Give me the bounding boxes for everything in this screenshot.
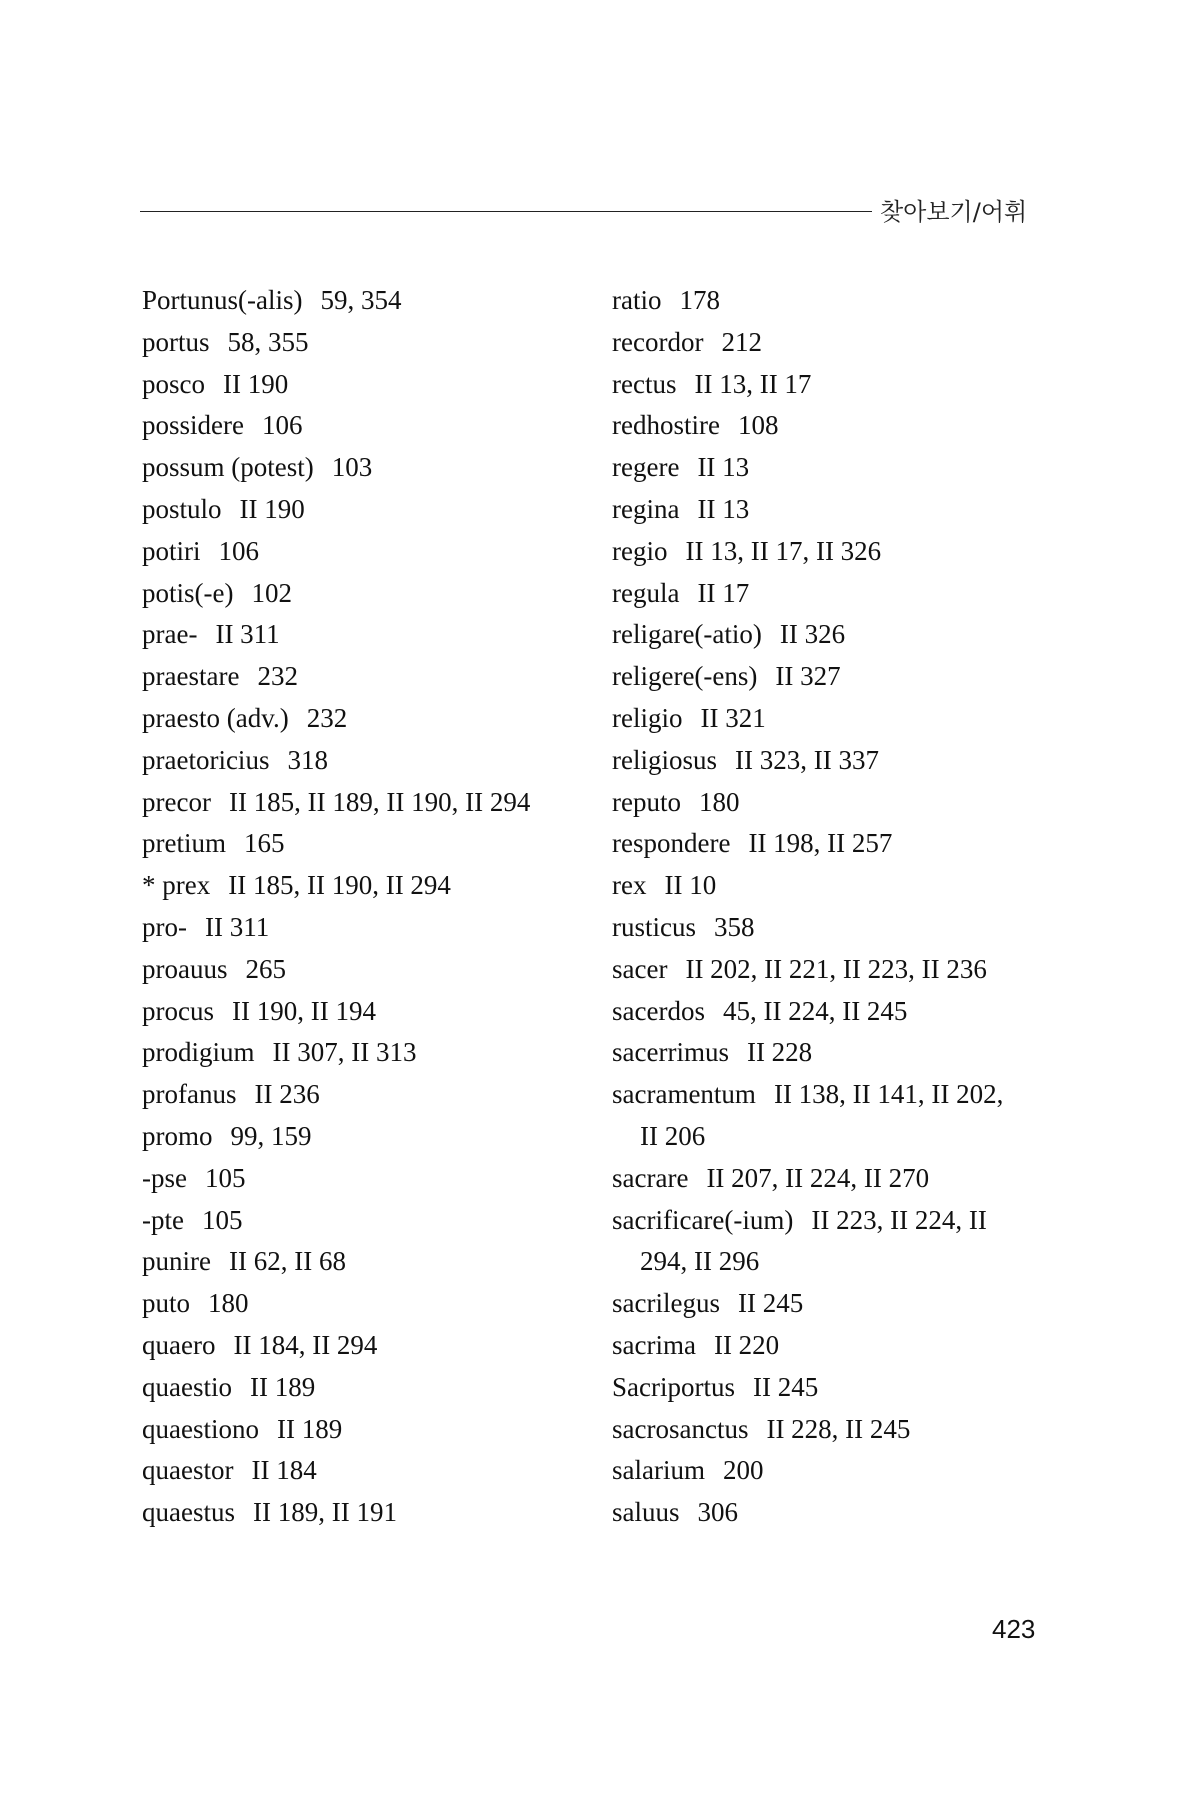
- header-rule: [140, 211, 872, 212]
- index-page-refs: II 189: [276, 1413, 343, 1444]
- index-page-refs: II 13, II 17: [694, 368, 812, 399]
- index-term: religiosus: [612, 744, 717, 775]
- index-entry: [142, 656, 582, 698]
- index-page-refs: II 13, II 17, II 326: [685, 535, 882, 566]
- index-entry: [612, 1367, 1072, 1409]
- index-entry: [142, 1325, 582, 1367]
- index-term: pretium: [142, 828, 226, 859]
- index-page-refs: 108: [737, 410, 779, 441]
- index-entry: [612, 907, 1072, 949]
- index-entry: [142, 405, 582, 447]
- index-page-refs: 103: [331, 452, 373, 483]
- index-page-refs: II 228: [746, 1037, 813, 1068]
- index-entry: [142, 531, 582, 573]
- index-term: reputo: [612, 786, 681, 817]
- index-term: religare(-atio): [612, 619, 762, 650]
- index-term: sacrima: [612, 1329, 696, 1360]
- index-term: portus: [142, 326, 210, 357]
- index-term: pro-: [142, 911, 187, 942]
- index-page-refs: 58, 355: [227, 326, 309, 357]
- index-page-refs: 306: [697, 1497, 738, 1528]
- index-page-refs: II 311: [204, 911, 270, 942]
- index-page-refs: II 311: [215, 619, 280, 650]
- index-entry: [612, 1283, 1072, 1325]
- index-entry: [142, 1367, 582, 1409]
- index-entry: [612, 991, 1072, 1033]
- index-entry: [142, 447, 582, 489]
- index-page-refs: 318: [287, 744, 328, 775]
- index-term: promo: [142, 1120, 213, 1151]
- index-page-refs: II 223, II 224, II: [811, 1204, 987, 1235]
- index-term: recordor: [612, 326, 704, 357]
- index-entry: [142, 1032, 582, 1074]
- index-term: redhostire: [612, 410, 720, 441]
- index-entry: [142, 991, 582, 1033]
- index-page-refs: II 245: [752, 1371, 819, 1402]
- index-entry-continuation: [612, 1116, 1072, 1158]
- index-entry: [142, 907, 582, 949]
- index-page-refs: II 185, II 190, II 294: [228, 870, 451, 901]
- index-term: praetoricius: [142, 744, 270, 775]
- index-term: Portunus(-alis): [142, 285, 303, 315]
- index-term: respondere: [612, 828, 731, 859]
- index-entry: [142, 740, 582, 782]
- index-entry: [142, 614, 582, 656]
- index-page-refs: 358: [714, 911, 755, 942]
- index-page-refs: 105: [204, 1162, 246, 1193]
- index-entry: [142, 823, 582, 865]
- index-page-refs: 180: [208, 1288, 249, 1319]
- index-term: prodigium: [142, 1037, 255, 1068]
- index-page-refs: 59, 354: [320, 285, 402, 315]
- index-entry-continuation: [612, 1241, 1072, 1283]
- index-term: quaestor: [142, 1455, 234, 1486]
- index-page-refs: II 184: [251, 1455, 317, 1486]
- index-entry: [142, 1450, 582, 1492]
- index-page-refs: II 138, II 141, II 202,: [773, 1079, 1004, 1110]
- index-entry: [612, 949, 1072, 991]
- index-entry: [142, 865, 582, 907]
- index-term: rectus: [612, 368, 677, 399]
- index-term: saluus: [612, 1497, 680, 1528]
- index-term: sacer: [612, 953, 668, 984]
- index-page-refs: II 321: [700, 702, 766, 733]
- index-term: possum (potest): [142, 452, 314, 483]
- index-entry: [612, 1074, 1072, 1116]
- index-page-refs: II 189: [249, 1371, 316, 1402]
- index-entry: [142, 1409, 582, 1451]
- index-page-refs: 106: [218, 535, 259, 566]
- index-entry: [142, 280, 582, 322]
- index-term: quaestiono: [142, 1413, 259, 1444]
- index-page-refs: II 307, II 313: [272, 1037, 417, 1068]
- index-page-refs: II 202, II 221, II 223, II 236: [685, 953, 987, 984]
- index-term: sacrilegus: [612, 1288, 720, 1319]
- index-term: quaestus: [142, 1497, 235, 1528]
- index-term: profanus: [142, 1079, 237, 1110]
- index-page-refs: II 13: [697, 493, 750, 524]
- index-entry: [142, 1116, 582, 1158]
- index-page-refs: 99, 159: [230, 1120, 312, 1151]
- index-entry: [612, 405, 1072, 447]
- index-page-refs: 102: [251, 577, 292, 608]
- index-entry: [142, 322, 582, 364]
- index-page-refs: II 185, II 189, II 190, II 294: [228, 786, 531, 817]
- index-term: quaestio: [142, 1371, 232, 1402]
- index-term: rex: [612, 870, 647, 901]
- index-page-refs: 178: [679, 285, 720, 315]
- index-page-refs: II 184, II 294: [233, 1329, 378, 1360]
- index-entry: [612, 1158, 1072, 1200]
- index-term: proauus: [142, 953, 228, 984]
- index-term: Sacriportus: [612, 1371, 735, 1402]
- index-term: puto: [142, 1288, 191, 1319]
- index-entry: [612, 280, 1072, 322]
- index-entry: [142, 949, 582, 991]
- index-term: procus: [142, 995, 214, 1026]
- index-entry: [612, 740, 1072, 782]
- index-page-refs: II 17: [697, 577, 750, 608]
- index-page-refs: II 13: [697, 452, 750, 483]
- index-term: sacerdos: [612, 995, 705, 1026]
- index-page-refs: 294, II 296: [640, 1246, 760, 1277]
- index-term: sacrosanctus: [612, 1413, 749, 1444]
- index-term: praestare: [142, 661, 240, 692]
- index-term: -pse: [142, 1162, 187, 1193]
- index-page-refs: II 220: [713, 1329, 780, 1360]
- index-term: regina: [612, 493, 680, 524]
- index-term: sacerrimus: [612, 1037, 729, 1068]
- index-entry: [612, 447, 1072, 489]
- index-page-refs: 212: [721, 326, 762, 357]
- index-entry: [142, 573, 582, 615]
- index-page-refs: 200: [722, 1455, 764, 1486]
- index-page-refs: II 323, II 337: [735, 744, 879, 775]
- index-entry: [612, 865, 1072, 907]
- index-entry: [612, 489, 1072, 531]
- index-page-refs: 165: [243, 828, 285, 859]
- index-term: precor: [142, 786, 211, 817]
- index-entry: [142, 1283, 582, 1325]
- index-term: salarium: [612, 1455, 705, 1486]
- index-term: posco: [142, 368, 205, 399]
- index-term: potis(-e): [142, 577, 234, 608]
- index-entry: [612, 1325, 1072, 1367]
- index-page-refs: 45, II 224, II 245: [722, 995, 908, 1026]
- index-entry: [142, 1074, 582, 1116]
- index-term: sacramentum: [612, 1079, 756, 1110]
- index-entry: [612, 364, 1072, 406]
- index-entry: [612, 573, 1072, 615]
- index-term: possidere: [142, 410, 244, 441]
- index-page-refs: II 189, II 191: [252, 1497, 397, 1528]
- index-page-refs: 180: [698, 786, 740, 817]
- index-entry: [142, 489, 582, 531]
- index-term: -pte: [142, 1204, 184, 1235]
- index-page-refs: II 190: [239, 493, 305, 524]
- index-page-refs: II 62, II 68: [228, 1246, 346, 1277]
- index-entry: [612, 614, 1072, 656]
- index-entry: [142, 1241, 582, 1283]
- index-term: * prex: [142, 870, 211, 901]
- index-entry: [612, 1032, 1072, 1074]
- index-entry: [612, 1409, 1072, 1451]
- index-entry: [612, 1200, 1072, 1242]
- index-term: quaero: [142, 1329, 216, 1360]
- index-term: sacrificare(-ium): [612, 1204, 794, 1235]
- index-entry: [612, 1450, 1072, 1492]
- index-entry: [142, 782, 582, 824]
- index-term: praesto (adv.): [142, 702, 289, 733]
- index-term: regere: [612, 452, 680, 483]
- index-term: rusticus: [612, 911, 696, 942]
- index-page-refs: II 327: [775, 661, 841, 692]
- index-entry: [142, 1158, 582, 1200]
- index-page-refs: 105: [201, 1204, 243, 1235]
- index-page-refs: II 236: [254, 1079, 320, 1110]
- index-entry: [612, 782, 1072, 824]
- index-page-refs: 106: [261, 410, 303, 441]
- index-entry: [612, 823, 1072, 865]
- index-term: prae-: [142, 619, 198, 650]
- index-term: potiri: [142, 535, 201, 566]
- index-page-refs: II 198, II 257: [748, 828, 893, 859]
- index-term: regio: [612, 535, 668, 566]
- index-page-refs: II 207, II 224, II 270: [706, 1162, 930, 1193]
- index-entry: [612, 698, 1072, 740]
- index-term: religio: [612, 702, 683, 733]
- index-page-refs: II 190, II 194: [231, 995, 376, 1026]
- index-entry: [612, 322, 1072, 364]
- index-page-refs: II 228, II 245: [766, 1413, 911, 1444]
- index-term: regula: [612, 577, 680, 608]
- index-page-refs: II 326: [779, 619, 846, 650]
- index-entry: [142, 698, 582, 740]
- index-term: postulo: [142, 493, 222, 524]
- index-entry: [142, 1492, 582, 1534]
- index-entry: [142, 1200, 582, 1242]
- index-page-refs: 265: [245, 953, 286, 984]
- index-page-refs: II 190: [223, 368, 289, 399]
- index-page-refs: 232: [306, 702, 348, 733]
- running-title: 찾아보기/어휘: [880, 198, 1028, 226]
- index-term: religere(-ens): [612, 661, 758, 692]
- index-page-refs: II 10: [664, 870, 717, 901]
- index-page-refs: 232: [257, 661, 298, 692]
- index-term: ratio: [612, 285, 662, 315]
- index-term: punire: [142, 1246, 211, 1277]
- index-page-refs: II 245: [737, 1288, 804, 1319]
- page-number: 423: [992, 1614, 1036, 1644]
- index-column-left: [142, 280, 582, 1534]
- index-page-refs: II 206: [640, 1120, 706, 1151]
- index-entry: [142, 364, 582, 406]
- index-entry: [612, 1492, 1072, 1534]
- index-term: sacrare: [612, 1162, 689, 1193]
- index-column-right: [612, 280, 1072, 1534]
- index-entry: [612, 656, 1072, 698]
- index-entry: [612, 531, 1072, 573]
